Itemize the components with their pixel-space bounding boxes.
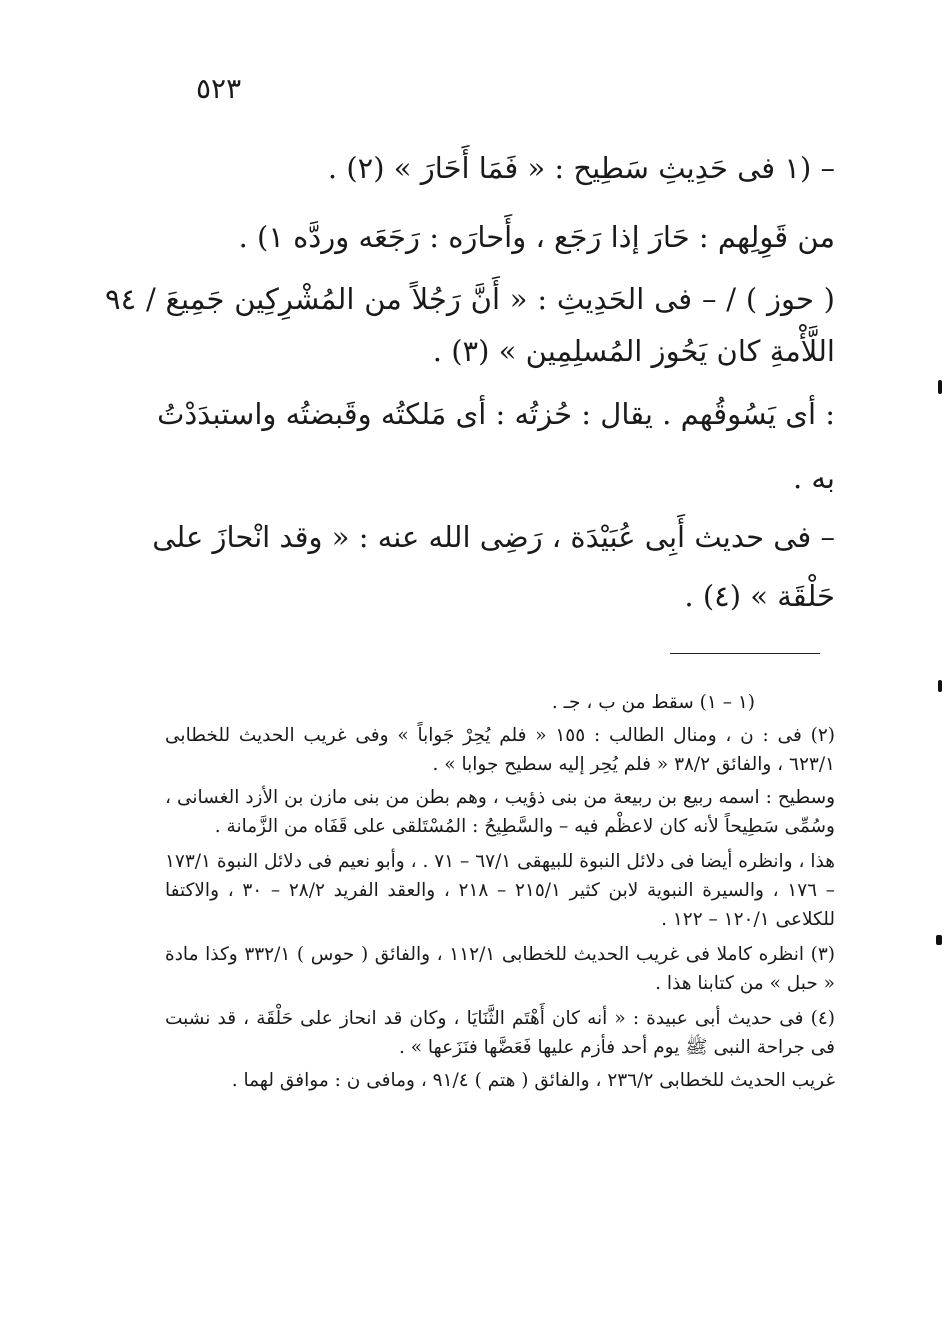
footnote: (٣) انظره كاملا فى غريب الحديث للخطابى ١١٢/١ ، والفائق ( حوس ) ٣٣٢/١ وكذا مادة « حبل » من كتابنا هذا . <box>165 944 835 994</box>
scan-mark <box>938 680 942 692</box>
page-number: ٥٢٣ <box>196 72 242 105</box>
main-line: به . <box>792 461 835 495</box>
main-line: ( حوز ) / – فى الحَدِيثِ : « أَنَّ رَجُلاً من المُشْرِكِين جَمِيعَ / ٩٤ <box>105 282 835 316</box>
main-line: حَلْقَة » (٤) . <box>684 579 835 613</box>
main-line: – فى حديث أَبِى عُبَيْدَة ، رَضِى الله عنه : « وقد انْحازَ على <box>152 520 835 554</box>
main-line: من قَوِلِهم : حَارَ إذا رَجَع ، وأَحارَه : رَجَعَه وردَّه ١) . <box>238 220 835 254</box>
scan-mark <box>936 935 942 945</box>
footnote: هذا ، وانظره أيضا فى دلائل النبوة للبيهقى ٦٧/١ – ٧١ . ، وأبو نعيم فى دلائل النبوة ١٧٣/١ – ١٧٦ ، والسيرة النبوية لابن كثير ٢١٥/١ – ٢١٨ ، والعقد الفريد ٢٨/٢ – ٣٠ ، والاكتفا للكلاعى ١٢٠/١ – ١٢٢ . <box>165 851 836 930</box>
footnotes <box>165 688 835 1095</box>
footnote: (١ – ١) سقط من ب ، جـ . <box>551 692 755 713</box>
main-line: – (١ فى حَدِيثِ سَطِيح : « فَمَا أَحَارَ » (٢) . <box>327 151 835 185</box>
footnote-divider <box>670 653 820 654</box>
main-line: اللَّأْمةِ كان يَحُوز المُسلِمِين » (٣) . <box>432 334 835 368</box>
footnote: وسطيح : اسمه ربيع بن ربيعة من بنى ذؤيب ، وهم بطن من بنى مازن بن الأزد الغسانى ، وسُمِّى سَطِيحاً لأنه كان لاعظْم فيه – والسَّطِيحُ : المُسْتَلقى على قَفَاه من الزَّمانة . <box>165 787 835 837</box>
scan-mark <box>938 380 942 394</box>
main-line: : أى يَسُوقُهم . يقال : حُزتُه : أى مَلكتُه وقَبضتُه واستبدَدْتُ <box>157 397 835 431</box>
footnote: غريب الحديث للخطابى ٢٣٦/٢ ، والفائق ( هتم ) ٩١/٤ ، ومافى ن : موافق لهما . <box>231 1070 835 1091</box>
footnote: (٢) فى : ن ، ومنال الطالب : ١٥٥ « فلم يُحِرْ جَواباً » وفى غريب الحديث للخطابى ٦٢٣/١ ، والفائق ٣٨/٢ « فلم يُحِر إليه سطيح جوابا » . <box>165 725 835 775</box>
footnote: (٤) فى حديث أبى عبيدة : « أنه كان أَهْتَم الثَّنَايَا ، وكان قد انحاز على حَلْقَة ، قد نشبت فى جراحة النبى ﷺ يوم أحد فأزم عليها فَعَضَّها فنَزَعها » . <box>165 1008 835 1058</box>
